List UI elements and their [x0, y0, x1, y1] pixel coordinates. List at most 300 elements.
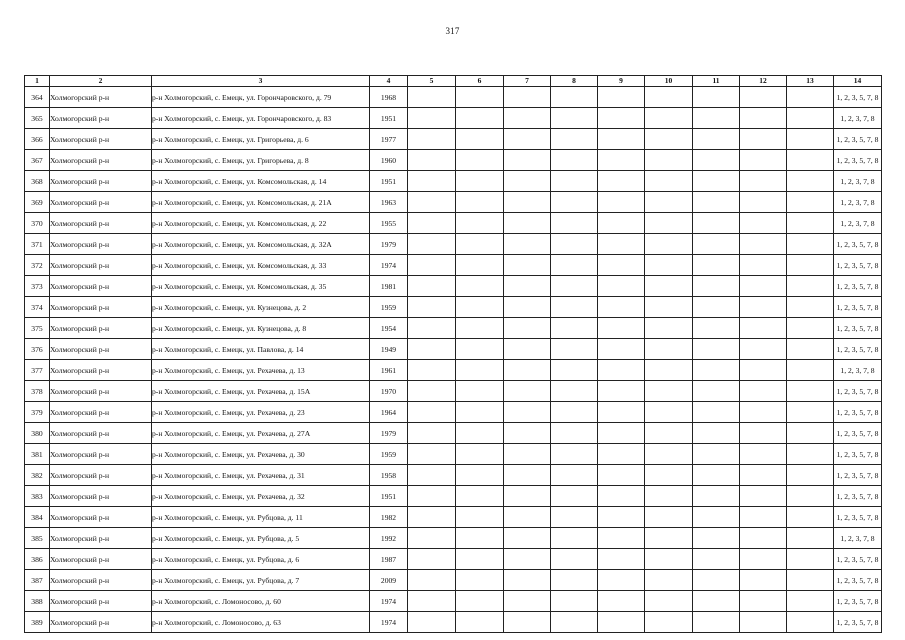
- column-14-cell: 1, 2, 3, 7, 8: [834, 360, 882, 381]
- empty-cell: [740, 423, 787, 444]
- district-cell: Холмогорский р-н: [50, 129, 152, 150]
- empty-cell: [408, 297, 456, 318]
- row-number-cell: 368: [25, 171, 50, 192]
- row-number-cell: 364: [25, 87, 50, 108]
- empty-cell: [504, 213, 551, 234]
- empty-cell: [504, 381, 551, 402]
- empty-cell: [456, 213, 504, 234]
- year-cell: 1955: [370, 213, 408, 234]
- row-number-cell: 380: [25, 423, 50, 444]
- address-cell: р-н Холмогорский, с. Емецк, ул. Горончаровского, д. 79: [152, 87, 370, 108]
- column-header: 13: [787, 76, 834, 87]
- address-cell: р-н Холмогорский, с. Емецк, ул. Рубцова, д. 6: [152, 549, 370, 570]
- row-number-cell: 386: [25, 549, 50, 570]
- empty-cell: [456, 150, 504, 171]
- empty-cell: [456, 570, 504, 591]
- column-header: 10: [645, 76, 693, 87]
- empty-cell: [456, 486, 504, 507]
- district-cell: Холмогорский р-н: [50, 381, 152, 402]
- empty-cell: [787, 402, 834, 423]
- empty-cell: [408, 465, 456, 486]
- empty-cell: [598, 339, 645, 360]
- address-cell: р-н Холмогорский, с. Емецк, ул. Комсомольская, д. 22: [152, 213, 370, 234]
- empty-cell: [551, 570, 598, 591]
- district-cell: Холмогорский р-н: [50, 465, 152, 486]
- empty-cell: [504, 150, 551, 171]
- year-cell: 1992: [370, 528, 408, 549]
- empty-cell: [693, 465, 740, 486]
- address-cell: р-н Холмогорский, с. Емецк, ул. Рехачева, д. 15А: [152, 381, 370, 402]
- empty-cell: [551, 108, 598, 129]
- row-number-cell: 369: [25, 192, 50, 213]
- year-cell: 1987: [370, 549, 408, 570]
- column-header: 4: [370, 76, 408, 87]
- table-row: [25, 444, 882, 465]
- row-number-cell: 365: [25, 108, 50, 129]
- column-header: 12: [740, 76, 787, 87]
- table-row: [25, 87, 882, 108]
- empty-cell: [551, 339, 598, 360]
- empty-cell: [693, 213, 740, 234]
- column-14-cell: 1, 2, 3, 5, 7, 8: [834, 255, 882, 276]
- district-cell: Холмогорский р-н: [50, 276, 152, 297]
- empty-cell: [504, 87, 551, 108]
- empty-cell: [740, 612, 787, 633]
- empty-cell: [408, 423, 456, 444]
- column-14-cell: 1, 2, 3, 7, 8: [834, 213, 882, 234]
- empty-cell: [787, 150, 834, 171]
- district-cell: Холмогорский р-н: [50, 297, 152, 318]
- empty-cell: [598, 528, 645, 549]
- address-cell: р-н Холмогорский, с. Емецк, ул. Рубцова, д. 5: [152, 528, 370, 549]
- district-cell: Холмогорский р-н: [50, 87, 152, 108]
- empty-cell: [598, 549, 645, 570]
- empty-cell: [456, 612, 504, 633]
- empty-cell: [408, 507, 456, 528]
- empty-cell: [504, 339, 551, 360]
- empty-cell: [598, 129, 645, 150]
- empty-cell: [456, 360, 504, 381]
- table-row: [25, 423, 882, 444]
- empty-cell: [740, 150, 787, 171]
- empty-cell: [645, 360, 693, 381]
- empty-cell: [645, 402, 693, 423]
- table-row: [25, 549, 882, 570]
- column-14-cell: 1, 2, 3, 5, 7, 8: [834, 612, 882, 633]
- empty-cell: [645, 381, 693, 402]
- year-cell: 1949: [370, 339, 408, 360]
- empty-cell: [551, 549, 598, 570]
- empty-cell: [787, 213, 834, 234]
- empty-cell: [740, 360, 787, 381]
- empty-cell: [598, 318, 645, 339]
- empty-cell: [645, 234, 693, 255]
- year-cell: 1951: [370, 108, 408, 129]
- empty-cell: [645, 486, 693, 507]
- district-cell: Холмогорский р-н: [50, 318, 152, 339]
- table-row: [25, 528, 882, 549]
- empty-cell: [598, 108, 645, 129]
- empty-cell: [598, 465, 645, 486]
- empty-cell: [693, 423, 740, 444]
- district-cell: Холмогорский р-н: [50, 255, 152, 276]
- empty-cell: [551, 150, 598, 171]
- empty-cell: [645, 591, 693, 612]
- empty-cell: [693, 87, 740, 108]
- address-cell: р-н Холмогорский, с. Емецк, ул. Горончаровского, д. 83: [152, 108, 370, 129]
- empty-cell: [693, 297, 740, 318]
- district-cell: Холмогорский р-н: [50, 570, 152, 591]
- empty-cell: [787, 549, 834, 570]
- empty-cell: [598, 423, 645, 444]
- empty-cell: [408, 108, 456, 129]
- empty-cell: [551, 192, 598, 213]
- address-cell: р-н Холмогорский, с. Ломоносово, д. 63: [152, 612, 370, 633]
- empty-cell: [551, 444, 598, 465]
- empty-cell: [787, 234, 834, 255]
- year-cell: 1982: [370, 507, 408, 528]
- table-row: [25, 297, 882, 318]
- address-cell: р-н Холмогорский, с. Емецк, ул. Рехачева, д. 31: [152, 465, 370, 486]
- empty-cell: [693, 129, 740, 150]
- empty-cell: [693, 108, 740, 129]
- column-14-cell: 1, 2, 3, 5, 7, 8: [834, 87, 882, 108]
- column-14-cell: 1, 2, 3, 7, 8: [834, 171, 882, 192]
- district-cell: Холмогорский р-н: [50, 192, 152, 213]
- empty-cell: [551, 171, 598, 192]
- empty-cell: [740, 234, 787, 255]
- empty-cell: [504, 129, 551, 150]
- column-14-cell: 1, 2, 3, 5, 7, 8: [834, 591, 882, 612]
- year-cell: 1974: [370, 612, 408, 633]
- table-row: [25, 591, 882, 612]
- empty-cell: [740, 255, 787, 276]
- empty-cell: [693, 255, 740, 276]
- row-number-cell: 385: [25, 528, 50, 549]
- column-14-cell: 1, 2, 3, 7, 8: [834, 528, 882, 549]
- empty-cell: [551, 129, 598, 150]
- empty-cell: [551, 234, 598, 255]
- empty-cell: [456, 549, 504, 570]
- address-cell: р-н Холмогорский, с. Емецк, ул. Григорьева, д. 8: [152, 150, 370, 171]
- table-row: [25, 381, 882, 402]
- table-row: [25, 360, 882, 381]
- empty-cell: [740, 297, 787, 318]
- empty-cell: [504, 570, 551, 591]
- empty-cell: [645, 570, 693, 591]
- empty-cell: [551, 591, 598, 612]
- empty-cell: [787, 507, 834, 528]
- empty-cell: [787, 465, 834, 486]
- empty-cell: [645, 528, 693, 549]
- column-14-cell: 1, 2, 3, 5, 7, 8: [834, 234, 882, 255]
- empty-cell: [787, 423, 834, 444]
- district-cell: Холмогорский р-н: [50, 171, 152, 192]
- empty-cell: [740, 87, 787, 108]
- year-cell: 1974: [370, 591, 408, 612]
- empty-cell: [645, 465, 693, 486]
- empty-cell: [504, 423, 551, 444]
- empty-cell: [645, 255, 693, 276]
- empty-cell: [787, 318, 834, 339]
- empty-cell: [787, 255, 834, 276]
- table-row: [25, 234, 882, 255]
- row-number-cell: 377: [25, 360, 50, 381]
- column-header: 9: [598, 76, 645, 87]
- empty-cell: [456, 381, 504, 402]
- empty-cell: [645, 171, 693, 192]
- empty-cell: [598, 150, 645, 171]
- empty-cell: [504, 255, 551, 276]
- empty-cell: [504, 402, 551, 423]
- district-cell: Холмогорский р-н: [50, 360, 152, 381]
- district-cell: Холмогорский р-н: [50, 234, 152, 255]
- empty-cell: [504, 591, 551, 612]
- row-number-cell: 376: [25, 339, 50, 360]
- district-cell: Холмогорский р-н: [50, 486, 152, 507]
- year-cell: 1958: [370, 465, 408, 486]
- year-cell: 1974: [370, 255, 408, 276]
- column-header: 11: [693, 76, 740, 87]
- district-cell: Холмогорский р-н: [50, 213, 152, 234]
- empty-cell: [787, 108, 834, 129]
- empty-cell: [740, 444, 787, 465]
- row-number-cell: 370: [25, 213, 50, 234]
- empty-cell: [456, 444, 504, 465]
- table-row: [25, 402, 882, 423]
- empty-cell: [456, 591, 504, 612]
- table-body: [25, 87, 882, 633]
- year-cell: 1961: [370, 360, 408, 381]
- empty-cell: [645, 318, 693, 339]
- empty-cell: [740, 108, 787, 129]
- row-number-cell: 382: [25, 465, 50, 486]
- empty-cell: [504, 465, 551, 486]
- empty-cell: [787, 360, 834, 381]
- empty-cell: [740, 591, 787, 612]
- district-cell: Холмогорский р-н: [50, 444, 152, 465]
- address-cell: р-н Холмогорский, с. Емецк, ул. Комсомольская, д. 32А: [152, 234, 370, 255]
- column-14-cell: 1, 2, 3, 5, 7, 8: [834, 444, 882, 465]
- empty-cell: [408, 129, 456, 150]
- empty-cell: [551, 360, 598, 381]
- year-cell: 1959: [370, 444, 408, 465]
- empty-cell: [504, 612, 551, 633]
- empty-cell: [645, 339, 693, 360]
- empty-cell: [693, 150, 740, 171]
- empty-cell: [740, 129, 787, 150]
- empty-cell: [787, 612, 834, 633]
- empty-cell: [645, 108, 693, 129]
- district-cell: Холмогорский р-н: [50, 339, 152, 360]
- column-header: 1: [25, 76, 50, 87]
- empty-cell: [408, 213, 456, 234]
- empty-cell: [740, 528, 787, 549]
- address-cell: р-н Холмогорский, с. Емецк, ул. Комсомольская, д. 33: [152, 255, 370, 276]
- column-header: 6: [456, 76, 504, 87]
- column-14-cell: 1, 2, 3, 5, 7, 8: [834, 486, 882, 507]
- column-14-cell: 1, 2, 3, 5, 7, 8: [834, 129, 882, 150]
- empty-cell: [598, 255, 645, 276]
- column-header: 8: [551, 76, 598, 87]
- empty-cell: [408, 234, 456, 255]
- empty-cell: [551, 297, 598, 318]
- year-cell: 1960: [370, 150, 408, 171]
- empty-cell: [787, 570, 834, 591]
- empty-cell: [551, 423, 598, 444]
- empty-cell: [408, 318, 456, 339]
- empty-cell: [456, 192, 504, 213]
- empty-cell: [408, 276, 456, 297]
- empty-cell: [504, 171, 551, 192]
- row-number-cell: 367: [25, 150, 50, 171]
- empty-cell: [598, 87, 645, 108]
- empty-cell: [504, 318, 551, 339]
- row-number-cell: 379: [25, 402, 50, 423]
- row-number-cell: 384: [25, 507, 50, 528]
- empty-cell: [693, 381, 740, 402]
- empty-cell: [504, 486, 551, 507]
- empty-cell: [551, 276, 598, 297]
- column-header: 2: [50, 76, 152, 87]
- empty-cell: [408, 192, 456, 213]
- empty-cell: [693, 549, 740, 570]
- year-cell: 1968: [370, 87, 408, 108]
- address-cell: р-н Холмогорский, с. Емецк, ул. Рехачева, д. 27А: [152, 423, 370, 444]
- column-header: 14: [834, 76, 882, 87]
- empty-cell: [787, 381, 834, 402]
- table-row: [25, 192, 882, 213]
- empty-cell: [693, 192, 740, 213]
- empty-cell: [740, 507, 787, 528]
- empty-cell: [551, 402, 598, 423]
- table-row: [25, 507, 882, 528]
- empty-cell: [645, 423, 693, 444]
- column-header: 5: [408, 76, 456, 87]
- year-cell: 1954: [370, 318, 408, 339]
- empty-cell: [456, 108, 504, 129]
- empty-cell: [740, 339, 787, 360]
- table-row: [25, 213, 882, 234]
- table-row: [25, 171, 882, 192]
- column-14-cell: 1, 2, 3, 5, 7, 8: [834, 549, 882, 570]
- table-row: [25, 129, 882, 150]
- column-14-cell: 1, 2, 3, 5, 7, 8: [834, 423, 882, 444]
- year-cell: 1959: [370, 297, 408, 318]
- column-14-cell: 1, 2, 3, 5, 7, 8: [834, 318, 882, 339]
- empty-cell: [645, 612, 693, 633]
- empty-cell: [598, 507, 645, 528]
- empty-cell: [645, 507, 693, 528]
- empty-cell: [693, 339, 740, 360]
- header-row: [25, 76, 882, 87]
- empty-cell: [693, 318, 740, 339]
- empty-cell: [456, 465, 504, 486]
- empty-cell: [408, 171, 456, 192]
- column-14-cell: 1, 2, 3, 5, 7, 8: [834, 570, 882, 591]
- empty-cell: [787, 297, 834, 318]
- empty-cell: [551, 381, 598, 402]
- empty-cell: [408, 255, 456, 276]
- district-cell: Холмогорский р-н: [50, 108, 152, 129]
- empty-cell: [598, 381, 645, 402]
- empty-cell: [740, 276, 787, 297]
- row-number-cell: 389: [25, 612, 50, 633]
- empty-cell: [504, 234, 551, 255]
- district-cell: Холмогорский р-н: [50, 528, 152, 549]
- empty-cell: [504, 528, 551, 549]
- empty-cell: [693, 612, 740, 633]
- empty-cell: [598, 591, 645, 612]
- empty-cell: [598, 486, 645, 507]
- address-cell: р-н Холмогорский, с. Емецк, ул. Кузнецова, д. 2: [152, 297, 370, 318]
- table-row: [25, 486, 882, 507]
- address-cell: р-н Холмогорский, с. Емецк, ул. Комсомольская, д. 14: [152, 171, 370, 192]
- empty-cell: [504, 444, 551, 465]
- address-cell: р-н Холмогорский, с. Емецк, ул. Рехачева, д. 32: [152, 486, 370, 507]
- year-cell: 1964: [370, 402, 408, 423]
- table-row: [25, 339, 882, 360]
- empty-cell: [740, 549, 787, 570]
- empty-cell: [598, 570, 645, 591]
- empty-cell: [598, 360, 645, 381]
- year-cell: 1979: [370, 423, 408, 444]
- year-cell: 1979: [370, 234, 408, 255]
- column-14-cell: 1, 2, 3, 5, 7, 8: [834, 402, 882, 423]
- column-14-cell: 1, 2, 3, 5, 7, 8: [834, 339, 882, 360]
- empty-cell: [408, 549, 456, 570]
- empty-cell: [408, 339, 456, 360]
- empty-cell: [740, 213, 787, 234]
- empty-cell: [598, 297, 645, 318]
- district-cell: Холмогорский р-н: [50, 402, 152, 423]
- empty-cell: [456, 339, 504, 360]
- empty-cell: [456, 276, 504, 297]
- empty-cell: [787, 171, 834, 192]
- empty-cell: [456, 87, 504, 108]
- empty-cell: [456, 297, 504, 318]
- column-header: 7: [504, 76, 551, 87]
- empty-cell: [740, 486, 787, 507]
- empty-cell: [645, 192, 693, 213]
- empty-cell: [598, 612, 645, 633]
- empty-cell: [693, 444, 740, 465]
- empty-cell: [740, 171, 787, 192]
- empty-cell: [456, 423, 504, 444]
- row-number-cell: 388: [25, 591, 50, 612]
- row-number-cell: 378: [25, 381, 50, 402]
- empty-cell: [456, 129, 504, 150]
- column-header: 3: [152, 76, 370, 87]
- empty-cell: [740, 570, 787, 591]
- empty-cell: [645, 276, 693, 297]
- district-cell: Холмогорский р-н: [50, 591, 152, 612]
- empty-cell: [551, 213, 598, 234]
- empty-cell: [598, 234, 645, 255]
- empty-cell: [787, 192, 834, 213]
- column-14-cell: 1, 2, 3, 5, 7, 8: [834, 465, 882, 486]
- empty-cell: [551, 612, 598, 633]
- empty-cell: [693, 528, 740, 549]
- empty-cell: [740, 318, 787, 339]
- empty-cell: [504, 192, 551, 213]
- empty-cell: [504, 360, 551, 381]
- column-14-cell: 1, 2, 3, 5, 7, 8: [834, 276, 882, 297]
- empty-cell: [693, 171, 740, 192]
- year-cell: 1963: [370, 192, 408, 213]
- empty-cell: [787, 444, 834, 465]
- empty-cell: [645, 150, 693, 171]
